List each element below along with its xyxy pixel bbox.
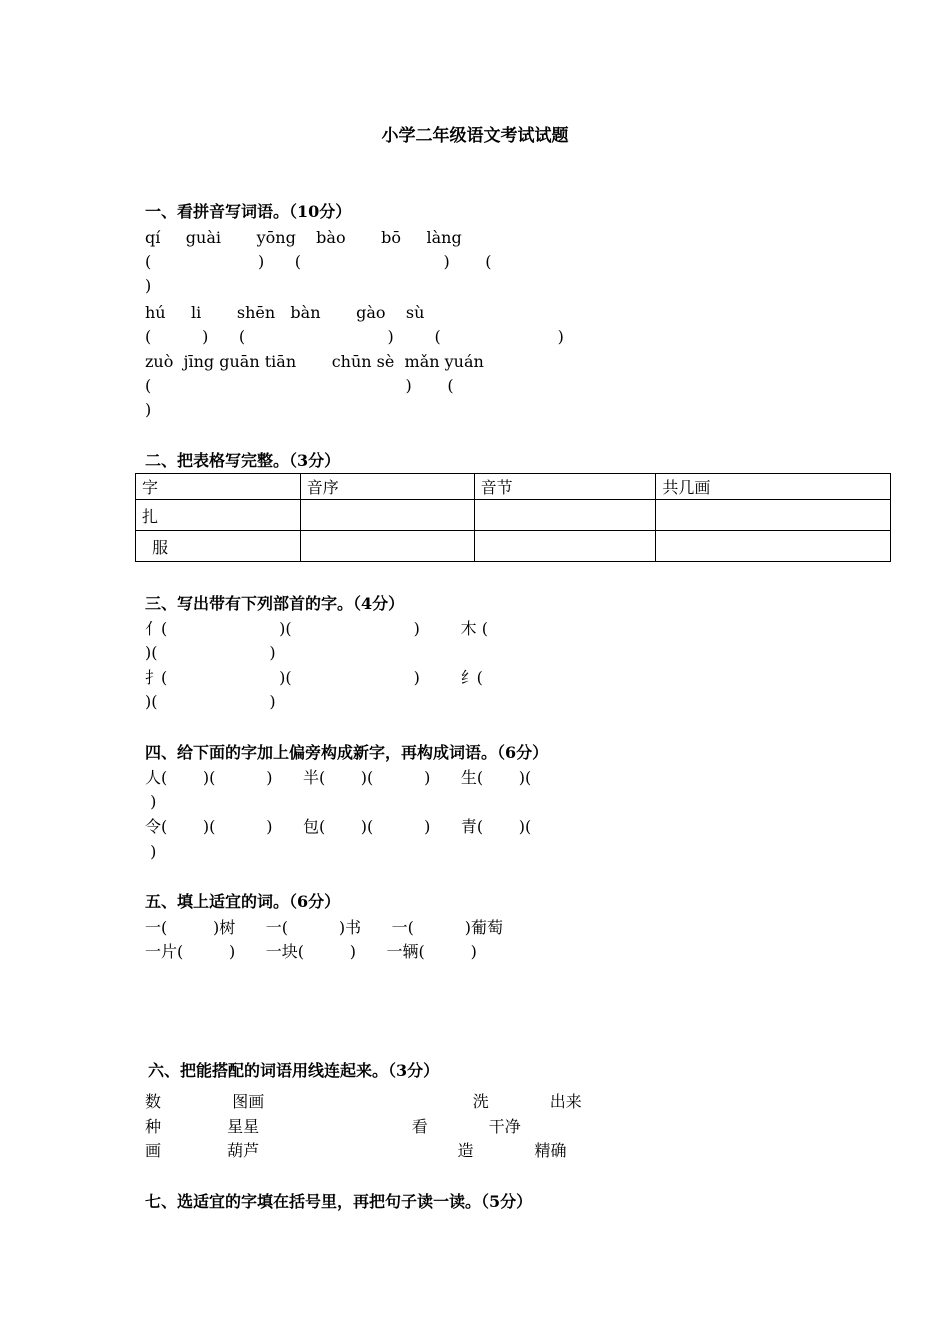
section-3-heading: 三、写出带有下列部首的字。（4分） [145, 594, 405, 613]
section-3-line: 亻( )( ) 木 ( [145, 619, 488, 638]
section-1-line: ( ) ( ) ( [145, 252, 492, 271]
section-3-line: )( ) [145, 643, 276, 662]
table-header-cell: 共几画 [656, 474, 891, 500]
table-cell-char: 扎 [136, 500, 301, 531]
table-cell-blank[interactable] [474, 531, 656, 562]
table-header-row [136, 474, 891, 500]
table-header-cell: 字 [136, 474, 301, 500]
table-cell-blank[interactable] [300, 500, 474, 531]
table-header-cell: 音节 [474, 474, 656, 500]
section-6-line: 画 葫芦 造 精确 [145, 1141, 567, 1160]
section-4-line: 人( )( ) 半( )( ) 生( )( [145, 768, 532, 787]
table-cell-blank[interactable] [474, 500, 656, 531]
table-cell-char: 服 [136, 531, 301, 562]
table-cell-blank[interactable] [656, 531, 891, 562]
section-4-heading: 四、给下面的字加上偏旁构成新字，再构成词语。（6分） [145, 743, 549, 762]
section-1-line: hú li shēn bàn gào sù [145, 303, 425, 322]
table-row [136, 500, 891, 531]
section-3-line: 扌( )( ) 纟( [145, 668, 483, 687]
section-5-line: 一( )树 一( )书 一( )葡萄 [145, 918, 503, 937]
table-row [136, 531, 891, 562]
section-1-line: ( ) ( [145, 376, 454, 395]
table-cell-blank[interactable] [300, 531, 474, 562]
table-cell-blank[interactable] [656, 500, 891, 531]
section-1-line: ) [145, 276, 152, 295]
stroke-table [135, 473, 891, 562]
section-1-line: qí guài yōng bào bō làng [145, 228, 462, 247]
section-5-line: 一片( ) 一块( ) 一辆( ) [145, 942, 477, 961]
table-header-cell: 音序 [300, 474, 474, 500]
section-1-heading: 一、看拼音写词语。（10分） [145, 202, 352, 221]
section-1-line: ( ) ( ) ( ) [145, 327, 564, 346]
section-6-heading: 六、把能搭配的词语用线连起来。（3分） [148, 1061, 440, 1080]
section-6-line: 种 星星 看 干净 [145, 1117, 521, 1136]
section-5-heading: 五、填上适宜的词。（6分） [145, 892, 341, 911]
section-3-line: )( ) [145, 692, 276, 711]
section-6-line: 数 图画 洗 出来 [145, 1092, 582, 1111]
section-1-line: ) [145, 400, 152, 419]
page-title: 小学二年级语文考试试题 [381, 126, 569, 146]
section-4-line: 令( )( ) 包( )( ) 青( )( [145, 817, 532, 836]
section-7-heading: 七、选适宜的字填在括号里，再把句子读一读。（5分） [145, 1192, 533, 1211]
section-4-line: ) [145, 842, 157, 861]
section-1-line: zuò jīng guān tiān chūn sè mǎn yuán [145, 352, 484, 371]
section-4-line: ) [145, 792, 157, 811]
section-2-heading: 二、把表格写完整。（3分） [145, 451, 341, 470]
